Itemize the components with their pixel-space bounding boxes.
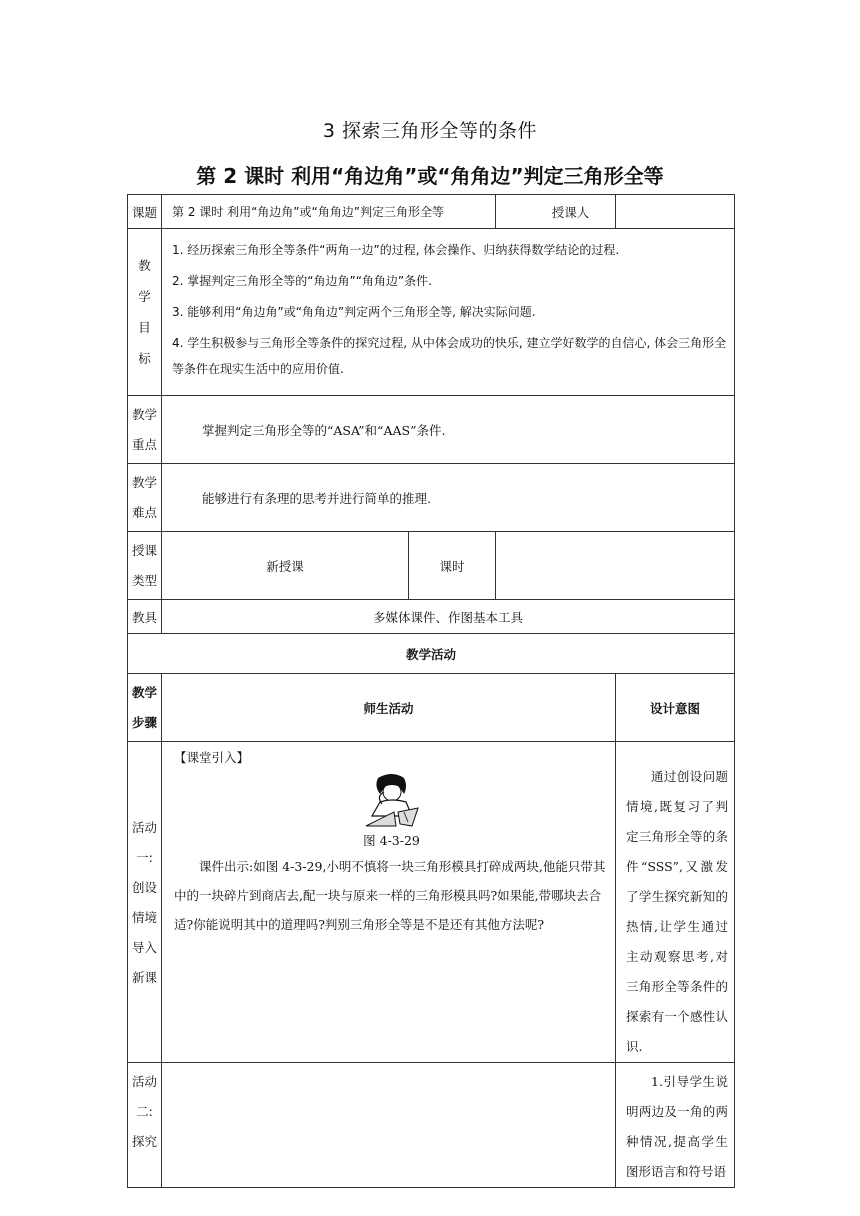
activity1-row: [128, 742, 735, 1063]
activities-header: 教学活动: [128, 634, 735, 674]
goal-item: 2. 掌握判定三角形全等的“角边角”“角角边”条件.: [172, 274, 432, 288]
intro-heading: 【课堂引入】: [174, 750, 250, 765]
activity1-design: 通过创设问题情境,既复习了判定三角形全等的条件“SSS”,又激发了学生探究新知的热情,让学生通过主动观察思考,对三角形全等条件的探索有一个感性认识.: [616, 742, 735, 1063]
teacher-value: [616, 195, 735, 229]
goal-item: 4. 学生积极参与三角形全等条件的探究过程, 从中体会成功的快乐, 建立学好数学的自信心, 体会三角形全等条件在现实生活中的应用价值.: [172, 336, 727, 376]
tools-row: [128, 600, 735, 634]
activity2-body: [162, 1063, 616, 1188]
tools-value: 多媒体课件、作图基本工具: [162, 600, 735, 634]
activity1-body: [162, 742, 616, 1063]
difficulty-label: 教学 难点: [128, 464, 162, 532]
key-label: 教学 重点: [128, 396, 162, 464]
goal-item: 1. 经历探索三角形全等条件“两角一边”的过程, 体会操作、归纳获得数学结论的过程.: [172, 243, 620, 257]
teacher-label: 授课人: [496, 195, 616, 229]
hours-value: [496, 532, 735, 600]
activity2-design: 1.引导学生说明两边及一角的两种情况,提高学生图形语言和符号语: [616, 1063, 735, 1188]
goals-list: [162, 229, 735, 396]
goals-row: [128, 229, 735, 396]
hours-label: 课时: [409, 532, 496, 600]
goals-label: 教 学 目 标: [128, 229, 162, 396]
topic-label: 课题: [128, 195, 162, 229]
teacher-student-header: 师生活动: [162, 674, 616, 742]
type-value: 新授课: [162, 532, 409, 600]
type-row: [128, 532, 735, 600]
difficulty-value: 能够进行有条理的思考并进行简单的推理.: [162, 464, 735, 532]
student-broken-triangle-illustration: [360, 772, 424, 830]
activity1-text: 课件出示:如图 4-3-29,小明不慎将一块三角形模具打碎成两块,他能只带其中的一块碎片到商店去,配一块与原来一样的三角形模具吗?如果能,带哪块去合适?你能说明其中的道理吗?判别三角形全等是不是还有其他方法呢?: [174, 859, 606, 932]
activities-header-row: [128, 634, 735, 674]
key-row: [128, 396, 735, 464]
goal-item: 3. 能够利用“角边角”或“角角边”判定两个三角形全等, 解决实际问题.: [172, 305, 536, 319]
steps-header-row: [128, 674, 735, 742]
activity2-row: [128, 1063, 735, 1188]
topic-value: 第 2 课时 利用“角边角”或“角角边”判定三角形全等: [162, 195, 496, 229]
section-title: 3 探索三角形全等的条件: [322, 120, 538, 142]
activity1-label: 活动 一: 创设 情境 导入 新课: [128, 742, 162, 1063]
figure-caption: 图 4-3-29: [363, 833, 420, 848]
topic-row: [128, 195, 735, 229]
steps-label: 教学 步骤: [128, 674, 162, 742]
activity2-label: 活动 二: 探究: [128, 1063, 162, 1188]
lesson-title: 第 2 课时 利用“角边角”或“角角边”判定三角形全等: [196, 164, 664, 188]
lesson-plan-table: [127, 194, 735, 1188]
key-value: 掌握判定三角形全等的“ASA”和“AAS”条件.: [162, 396, 735, 464]
figure-4-3-29: [174, 772, 609, 830]
design-header: 设计意图: [616, 674, 735, 742]
tools-label: 教具: [128, 600, 162, 634]
difficulty-row: [128, 464, 735, 532]
type-label: 授课 类型: [128, 532, 162, 600]
